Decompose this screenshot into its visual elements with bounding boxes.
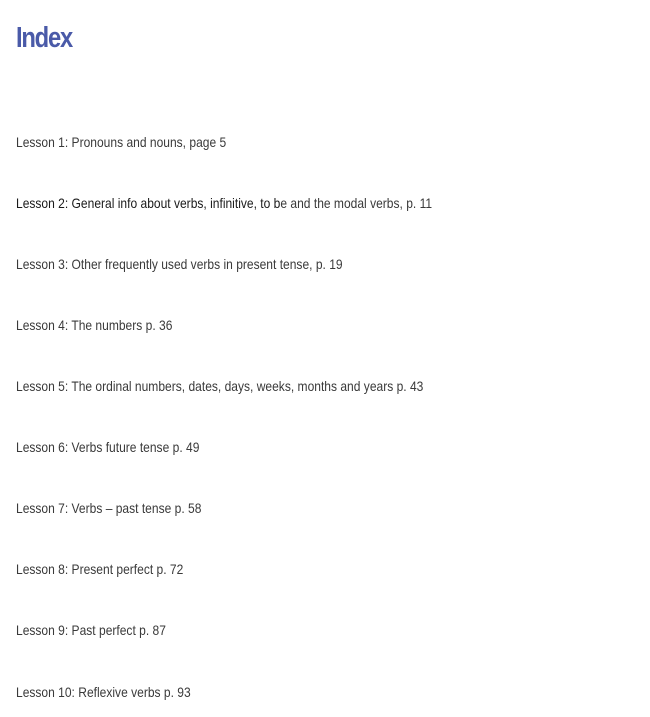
- page-title: Index: [16, 22, 72, 54]
- lesson-item-4: Lesson 4: The numbers p. 36: [16, 317, 173, 333]
- lesson-item-9: Lesson 9: Past perfect p. 87: [16, 622, 166, 638]
- lesson-item-3: Lesson 3: Other frequently used verbs in present tense, p. 19: [16, 256, 343, 272]
- lesson-item-2-emphasis: Lesson 2: General info about verbs, infinitive, to b: [16, 195, 281, 211]
- lesson-item-6: Lesson 6: Verbs future tense p. 49: [16, 439, 200, 455]
- lesson-item-7: Lesson 7: Verbs – past tense p. 58: [16, 500, 202, 516]
- lesson-item-2: [16, 193, 432, 213]
- lesson-item-1: Lesson 1: Pronouns and nouns, page 5: [16, 134, 227, 150]
- lesson-item-5: Lesson 5: The ordinal numbers, dates, days, weeks, months and years p. 43: [16, 378, 424, 394]
- lesson-item-8: Lesson 8: Present perfect p. 72: [16, 561, 184, 577]
- lesson-item-2-rest: e and the modal verbs, p. 11: [280, 195, 433, 211]
- lesson-item-10: Lesson 10: Reflexive verbs p. 93: [16, 684, 191, 700]
